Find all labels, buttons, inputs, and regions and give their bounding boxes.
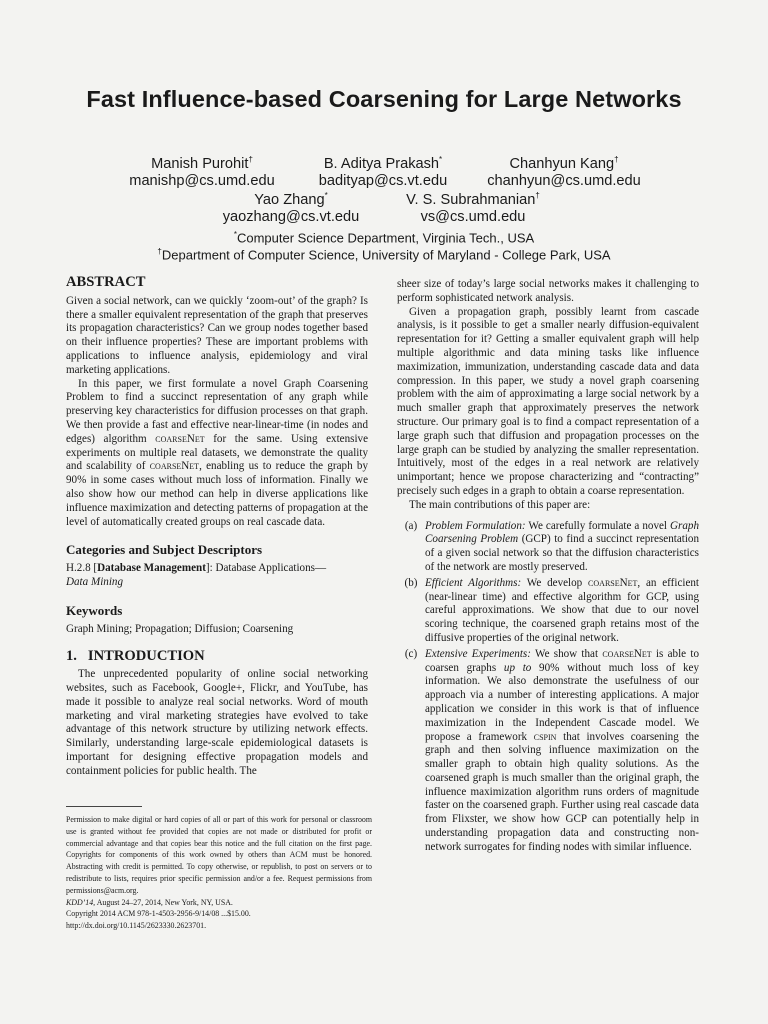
abstract-text: for the same. Using extensive experiments on multiple real datasets, we demonstrate the quality and scalability of <box>66 432 368 473</box>
method-name: coarseNet <box>602 647 652 660</box>
contributions-list <box>397 520 699 855</box>
author-name: B. Aditya Prakash <box>323 155 440 172</box>
item-text: We develop <box>526 576 583 589</box>
abstract-heading: ABSTRACT <box>66 274 146 290</box>
category-bold: Database Management <box>97 562 206 575</box>
section-number: 1. <box>66 648 77 665</box>
footnote-rule <box>66 806 142 807</box>
right-column <box>397 278 699 855</box>
author-email: manishp@cs.umd.edu <box>129 172 275 189</box>
abstract-text: , enabling us to reduce the graph by 90% in some cases without much loss of information. Finally we also show how our method can help in diverse applications like influence maximization and detecting patterns of propagation at the level of automatically created groups on real cascade data. <box>66 460 368 528</box>
section-title: INTRODUCTION <box>87 648 205 665</box>
abstract-paragraph: Given a social network, can we quickly ‘zoom-out’ of the graph? Is there a smaller equivalent representation of the graph that preserves its propagation characteristics? Can we group nodes together based on their influence properties? These are important problems with applications to influence analysis, epidemiology and viral marketing applications. <box>66 294 368 376</box>
permission-text: Permission to make digital or hard copies of all or part of this work for personal or classroom use is granted without fee provided that copies are not made or distributed for profit or commercial advantage and that copies bear this notice and the full citation on the first page. Copyrights for components of this work owned by others than ACM must be honored. Abstracting with credit is permitted. To copy otherwise, or republish, to post on servers or to redistribute to lists, requires prior specific permission and/or a fee. Request permissions from permissions@acm.org. <box>66 815 372 895</box>
category-italic: Data Mining <box>66 575 124 588</box>
author-email: vs@cs.umd.edu <box>420 208 526 225</box>
item-text: (GCP) to find a succinct representation of a given social network so that the diffusion characteristics of the network are mostly preserved. <box>425 533 700 573</box>
left-column <box>66 276 368 779</box>
author-email: chanhyun@cs.umd.edu <box>487 172 641 189</box>
item-text: We carefully formulate a novel <box>528 519 668 532</box>
list-item <box>397 577 699 646</box>
introduction-heading <box>66 650 368 664</box>
item-text: We show that <box>534 647 599 660</box>
doi-line: http://dx.doi.org/10.1145/2623330.2623701. <box>66 921 207 931</box>
categories-heading: Categories and Subject Descriptors <box>66 542 263 558</box>
item-title: Extensive Experiments: <box>425 647 531 660</box>
item-body <box>425 520 699 575</box>
copyright-line: Copyright 2014 ACM 978-1-4503-2956-9/14/08 ...$15.00. <box>66 909 251 919</box>
affiliation-mark: * <box>233 230 237 239</box>
right-paragraph: The main contributions of this paper are: <box>409 498 591 511</box>
list-item <box>397 648 699 855</box>
categories-text <box>66 562 368 590</box>
item-label: (c) <box>404 647 418 660</box>
item-title: Efficient Algorithms: <box>425 576 522 589</box>
item-body <box>425 577 699 646</box>
abstract-text: In this paper, we first formulate a novel Graph Coarsening Problem to find a succinct representation of any graph while preserving key characteristics for diffusion processes on that graph. We then provide a fast and effective near-linear-time (in nodes and edges) algorithm <box>66 377 368 445</box>
conference-details: August 24–27, 2014, New York, NY, USA. <box>96 897 233 907</box>
method-name: coarseNet <box>149 460 200 473</box>
item-text: is able to coarsen graphs <box>425 647 699 674</box>
author-mark: † <box>614 155 619 164</box>
affiliation-mark: † <box>157 247 162 256</box>
author-email: yaozhang@cs.vt.edu <box>222 208 360 225</box>
item-label: (a) <box>404 519 418 532</box>
author-email: badityap@cs.vt.edu <box>318 172 448 189</box>
category-code: H.2.8 [ <box>66 562 98 575</box>
keywords-text: Graph Mining; Propagation; Diffusion; Coarsening <box>66 622 294 635</box>
method-name: cspin <box>533 730 557 743</box>
author-name: Yao Zhang <box>254 191 325 208</box>
affiliation-text: Computer Science Department, Virginia Tech., USA <box>236 230 535 246</box>
conference-line <box>66 897 372 909</box>
paper-title: Fast Influence-based Coarsening for Large Networks <box>86 86 682 112</box>
permission-block <box>66 814 372 932</box>
method-name: coarseNet <box>588 576 638 589</box>
affiliation <box>0 243 768 263</box>
abstract-paragraph <box>66 378 368 530</box>
author-mark: * <box>439 155 443 164</box>
item-title: Problem Formulation: <box>425 519 526 532</box>
keywords-heading: Keywords <box>66 602 123 618</box>
category-rest: ]: Database Applications— <box>205 562 327 575</box>
author-name: Chanhyun Kang <box>509 155 615 172</box>
author-block <box>363 187 583 226</box>
author-block <box>454 151 674 190</box>
author-mark: † <box>535 191 540 200</box>
affiliation-text: Department of Computer Science, University of Maryland - College Park, USA <box>161 247 611 263</box>
item-body <box>425 648 699 855</box>
method-name: coarseNet <box>155 432 205 445</box>
item-text: , an efficient (near-linear time) and effective algorithm for GCP, using careful approximations. We show that due to our novel scoring technique, the coarsened graph retains most of the diffusive properties of the original network. <box>425 576 700 644</box>
right-paragraph: Given a propagation graph, possibly learnt from cascade analysis, is it possible to get a smaller nearly diffusion-equivalent representation for it? Getting a smaller equivalent graph will help multiple algorithmic and data mining tasks like influence maximization, immunization, understanding cascade data and data compression. In this paper, we study a novel graph coarsening problem with the aim of approximating a large social network by a much smaller graph that approximately preserves the network structure. Our primary goal is to find a compact representation of a large graph such that diffusion and propagation processes on the large graph can be studied by analyzing the smaller representation. Intuitively, most of the edges in a real network are relatively unimportant; hence we propose characterizing and “contracting” precisely such edges in a graph to obtain a coarse representation. <box>397 305 699 497</box>
author-name: V. S. Subrahmanian <box>406 191 536 208</box>
author-name: Manish Purohit <box>151 155 249 172</box>
list-item <box>397 520 699 575</box>
item-label: (b) <box>404 576 418 589</box>
author-mark: * <box>324 191 328 200</box>
item-emphasis: Graph Coarsening Problem <box>425 519 699 546</box>
right-paragraph: sheer size of today’s large social networks makes it challenging to perform sophisticated network analysis. <box>397 278 699 304</box>
conference-name: KDD’14, <box>66 897 96 907</box>
item-emphasis: up to <box>503 661 532 674</box>
intro-paragraph: The unprecedented popularity of online social networking websites, such as Facebook, Google+, Flickr, and YouTube, has made it possible to analyze real social networks. Word of mouth marketing and viral marketing strategies have evolved to take advantage of this network structure by utilizing network effects. Similarly, understanding large-scale epidemiological datasets is important for designing effective propagation models and containment policies for public health. The <box>66 668 368 777</box>
author-mark: † <box>248 155 253 164</box>
item-text: that involves coarsening the graph and then solving influence maximization on the smaller graph to obtain high quality solutions. As the coarsened graph is much smaller than the original graph, the influence maximization algorithm runs orders of magnitude faster on the coarsened graph. Further using real cascade data from Flixster, we show how GCP can potentially help in understanding propagation data and constructing non-network surrogates for finding nodes with similar influence. <box>425 730 700 853</box>
item-text: 90% without much loss of key information. We also demonstrate the usefulness of our approach via a number of interesting applications. A major application we consider in this work is that of influence maximization in the Independent Cascade model. We propose a framework <box>425 661 699 743</box>
